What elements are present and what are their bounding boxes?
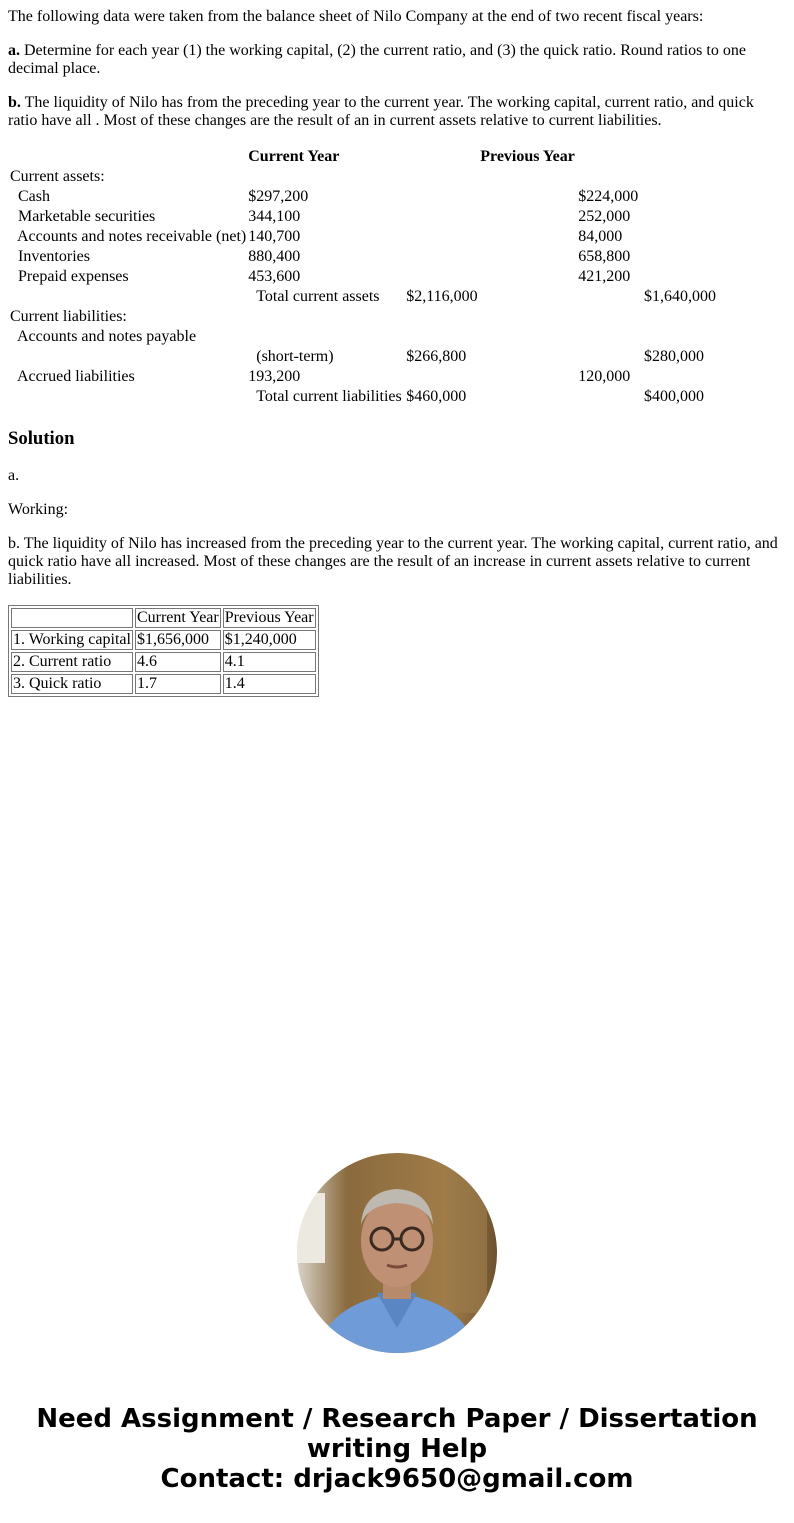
table-row [10, 188, 730, 206]
value-current: 193,200 [248, 368, 301, 385]
results-table [8, 605, 319, 697]
result-label: 3. Quick ratio [11, 674, 133, 694]
value-current: 453,600 [248, 268, 301, 285]
table-row [10, 348, 730, 366]
table-row [10, 288, 730, 306]
result-label: 2. Current ratio [11, 652, 133, 672]
table-row [11, 674, 316, 694]
table-row [11, 652, 316, 672]
header-cell: Previous Year [224, 609, 314, 626]
table-row [10, 228, 730, 246]
result-previous: 1.4 [223, 674, 316, 694]
value-current: 140,700 [248, 228, 301, 245]
value-previous: 658,800 [578, 248, 631, 265]
row-label: Prepaid expenses [18, 268, 129, 285]
question-a [8, 42, 786, 78]
question-b-text: The liquidity of Nilo has from the preceding year to the current year. The working capital, current ratio, and quick ratio have all . Most of these changes are the result of an in current assets relative to current liabilities. [8, 94, 754, 129]
result-current: 4.6 [135, 652, 221, 672]
header-current-year: Current Year [248, 148, 340, 165]
table-row [10, 328, 730, 346]
result-current: 1.7 [135, 674, 221, 694]
header-cell: Current Year [136, 609, 219, 626]
balance-sheet-header-row [10, 148, 730, 166]
value-previous: 421,200 [578, 268, 631, 285]
total-previous: $400,000 [644, 388, 704, 405]
solution-a: a. [8, 467, 20, 484]
question-a-text: Determine for each year (1) the working capital, (2) the current ratio, and (3) the quick ratio. Round ratios to one decimal place. [8, 42, 746, 77]
value-current: $297,200 [248, 188, 309, 205]
result-previous: 4.1 [223, 652, 316, 672]
table-row [10, 208, 730, 226]
question-b [8, 94, 786, 130]
value-previous: 252,000 [578, 208, 631, 225]
row-sublabel: (short-term) [256, 348, 334, 365]
balance-sheet-table [8, 146, 732, 408]
total-previous: $1,640,000 [644, 288, 716, 305]
header-cell [11, 608, 133, 628]
tutor-avatar [297, 1153, 497, 1353]
current-liabilities-heading: Current liabilities: [10, 308, 127, 325]
current-assets-heading: Current assets: [10, 168, 105, 185]
intro-text: The following data were taken from the balance sheet of Nilo Company at the end of two recent fiscal years: [8, 8, 704, 25]
value-current: 344,100 [248, 208, 301, 225]
cta-line-3: Contact: drjack9650@gmail.com [160, 1464, 634, 1494]
total-label: Total current liabilities [256, 388, 402, 405]
cta-line-2: writing Help [306, 1434, 488, 1464]
value-previous: $224,000 [578, 188, 639, 205]
total-current: $2,116,000 [406, 288, 478, 305]
tutor-portrait-icon [297, 1153, 497, 1353]
question-b-label: b. [8, 94, 21, 111]
row-label: Accrued liabilities [17, 368, 135, 385]
value-current: $266,800 [406, 348, 467, 365]
question-a-label: a. [8, 42, 20, 59]
solution-b: b. The liquidity of Nilo has increased from the preceding year to the current year. The working capital, current ratio, and quick ratio have all increased. Most of these changes are the result of an increase in current assets relative to current liabilities. [8, 535, 778, 588]
table-row [11, 630, 316, 650]
value-previous: 84,000 [578, 228, 623, 245]
table-row [10, 388, 730, 406]
result-current: $1,656,000 [135, 630, 221, 650]
table-row [10, 168, 730, 186]
result-label: 1. Working capital [13, 631, 131, 648]
total-label: Total current assets [256, 288, 380, 305]
value-previous: 120,000 [578, 368, 631, 385]
row-label: Accounts and notes payable [17, 328, 197, 345]
table-row [10, 268, 730, 286]
total-current: $460,000 [406, 388, 467, 405]
result-previous: $1,240,000 [223, 630, 316, 650]
solution-working: Working: [8, 501, 69, 518]
call-to-action [0, 1404, 794, 1494]
value-current: 880,400 [248, 248, 301, 265]
table-row [10, 248, 730, 266]
solution-heading: Solution [8, 428, 75, 449]
results-header-row [11, 608, 316, 628]
cta-line-1: Need Assignment / Research Paper / Dissertation [36, 1404, 758, 1434]
table-row [10, 308, 730, 326]
row-label: Accounts and notes receivable (net) [17, 228, 247, 245]
table-row [10, 368, 730, 386]
value-previous: $280,000 [644, 348, 704, 365]
row-label: Marketable securities [18, 208, 156, 225]
row-label: Inventories [18, 248, 90, 265]
header-previous-year: Previous Year [480, 148, 575, 165]
row-label: Cash [18, 188, 50, 205]
